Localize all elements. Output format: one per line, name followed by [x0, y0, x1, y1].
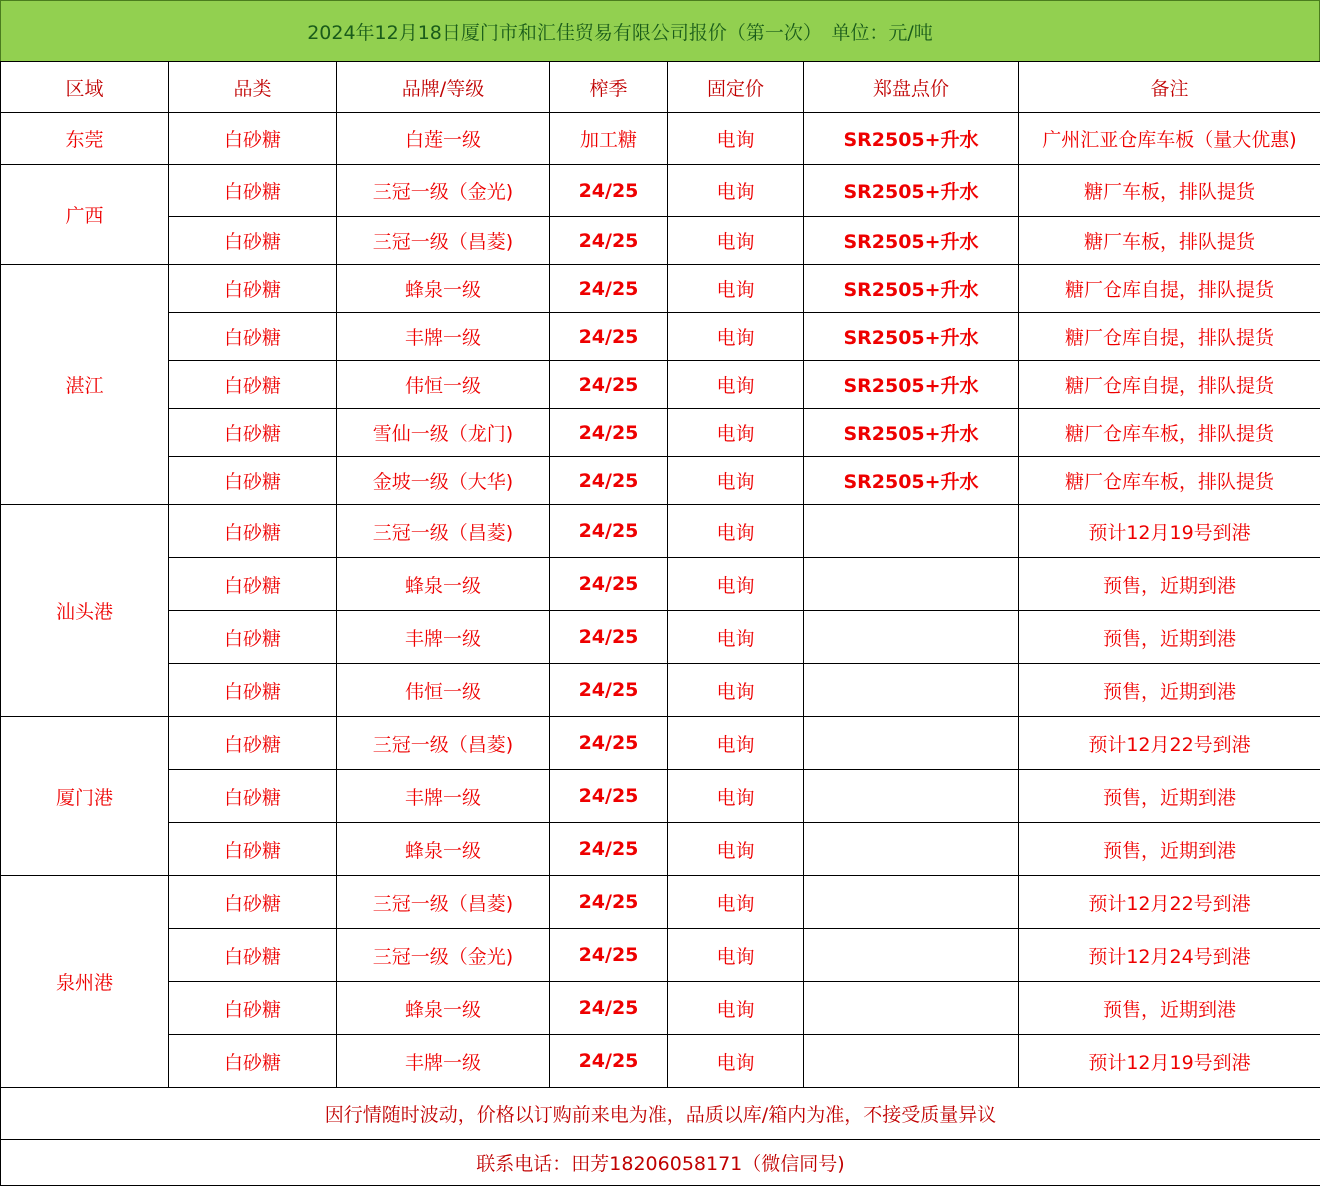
- fixed-price-cell: 电询: [668, 664, 804, 717]
- futures-price-cell: [804, 770, 1019, 823]
- season-cell: 24/25: [550, 770, 668, 823]
- category-cell: 白砂糖: [169, 361, 337, 409]
- futures-price-cell: SR2505+升水: [804, 217, 1019, 265]
- season-cell: 24/25: [550, 823, 668, 876]
- season-cell: 24/25: [550, 505, 668, 558]
- season-cell: 24/25: [550, 361, 668, 409]
- note-cell: 预售，近期到港: [1019, 770, 1320, 823]
- region-cell: 广西: [1, 165, 169, 265]
- category-cell: 白砂糖: [169, 1035, 337, 1088]
- brand-cell: 三冠一级（昌菱): [337, 217, 550, 265]
- table-row: [1, 1035, 1320, 1088]
- table-row: [1, 823, 1320, 876]
- category-cell: 白砂糖: [169, 611, 337, 664]
- season-cell: 24/25: [550, 217, 668, 265]
- note-cell: 糖厂仓库车板，排队提货: [1019, 457, 1320, 505]
- note-cell: 预计12月22号到港: [1019, 876, 1320, 929]
- table-row: [1, 409, 1320, 457]
- brand-cell: 蜂泉一级: [337, 558, 550, 611]
- futures-price-cell: SR2505+升水: [804, 265, 1019, 313]
- brand-cell: 伟恒一级: [337, 361, 550, 409]
- season-cell: 加工糖: [550, 113, 668, 165]
- note-cell: 糖厂仓库自提，排队提货: [1019, 265, 1320, 313]
- season-cell: 24/25: [550, 929, 668, 982]
- category-cell: 白砂糖: [169, 165, 337, 217]
- brand-cell: 丰牌一级: [337, 611, 550, 664]
- futures-price-cell: [804, 876, 1019, 929]
- fixed-price-cell: 电询: [668, 265, 804, 313]
- fixed-price-cell: 电询: [668, 876, 804, 929]
- disclaimer-row: [1, 1088, 1320, 1140]
- category-cell: 白砂糖: [169, 457, 337, 505]
- header-season: 榨季: [550, 62, 668, 113]
- region-cell: 东莞: [1, 113, 169, 165]
- table-row: [1, 265, 1320, 313]
- season-cell: 24/25: [550, 717, 668, 770]
- fixed-price-cell: 电询: [668, 165, 804, 217]
- season-cell: 24/25: [550, 876, 668, 929]
- futures-price-cell: [804, 717, 1019, 770]
- futures-price-cell: [804, 982, 1019, 1035]
- season-cell: 24/25: [550, 1035, 668, 1088]
- category-cell: 白砂糖: [169, 313, 337, 361]
- note-cell: 预售，近期到港: [1019, 823, 1320, 876]
- season-cell: 24/25: [550, 611, 668, 664]
- season-cell: 24/25: [550, 313, 668, 361]
- note-cell: 预售，近期到港: [1019, 558, 1320, 611]
- header-category: 品类: [169, 62, 337, 113]
- fixed-price-cell: 电询: [668, 113, 804, 165]
- brand-cell: 三冠一级（昌菱): [337, 505, 550, 558]
- season-cell: 24/25: [550, 165, 668, 217]
- fixed-price-cell: 电询: [668, 558, 804, 611]
- futures-price-cell: [804, 929, 1019, 982]
- fixed-price-cell: 电询: [668, 217, 804, 265]
- table-row: [1, 982, 1320, 1035]
- table-row: [1, 717, 1320, 770]
- futures-price-cell: [804, 823, 1019, 876]
- brand-cell: 伟恒一级: [337, 664, 550, 717]
- category-cell: 白砂糖: [169, 823, 337, 876]
- brand-cell: 丰牌一级: [337, 770, 550, 823]
- table-row: [1, 457, 1320, 505]
- fixed-price-cell: 电询: [668, 457, 804, 505]
- futures-price-cell: [804, 611, 1019, 664]
- fixed-price-cell: 电询: [668, 313, 804, 361]
- note-cell: 糖厂仓库自提，排队提货: [1019, 361, 1320, 409]
- fixed-price-cell: 电询: [668, 929, 804, 982]
- note-cell: 预售，近期到港: [1019, 611, 1320, 664]
- category-cell: 白砂糖: [169, 558, 337, 611]
- note-cell: 糖厂仓库自提，排队提货: [1019, 313, 1320, 361]
- price-table: [0, 61, 1320, 1186]
- note-cell: 预计12月24号到港: [1019, 929, 1320, 982]
- brand-cell: 蜂泉一级: [337, 265, 550, 313]
- category-cell: 白砂糖: [169, 717, 337, 770]
- header-region: 区域: [1, 62, 169, 113]
- season-cell: 24/25: [550, 982, 668, 1035]
- note-cell: 糖厂车板，排队提货: [1019, 217, 1320, 265]
- category-cell: 白砂糖: [169, 982, 337, 1035]
- table-row: [1, 113, 1320, 165]
- note-cell: 预售，近期到港: [1019, 664, 1320, 717]
- region-cell: 泉州港: [1, 876, 169, 1088]
- region-cell: 湛江: [1, 265, 169, 505]
- category-cell: 白砂糖: [169, 876, 337, 929]
- brand-cell: 三冠一级（金光): [337, 929, 550, 982]
- futures-price-cell: [804, 664, 1019, 717]
- header-note: 备注: [1019, 62, 1320, 113]
- table-row: [1, 505, 1320, 558]
- sheet-title-bar: [0, 0, 1320, 61]
- region-cell: 厦门港: [1, 717, 169, 876]
- category-cell: 白砂糖: [169, 265, 337, 313]
- table-header-row: [1, 62, 1320, 113]
- fixed-price-cell: 电询: [668, 982, 804, 1035]
- category-cell: 白砂糖: [169, 113, 337, 165]
- fixed-price-cell: 电询: [668, 611, 804, 664]
- fixed-price-cell: 电询: [668, 770, 804, 823]
- brand-cell: 蜂泉一级: [337, 823, 550, 876]
- category-cell: 白砂糖: [169, 664, 337, 717]
- brand-cell: 三冠一级（昌菱): [337, 717, 550, 770]
- fixed-price-cell: 电询: [668, 717, 804, 770]
- fixed-price-cell: 电询: [668, 361, 804, 409]
- futures-price-cell: [804, 558, 1019, 611]
- region-cell: 汕头港: [1, 505, 169, 717]
- header-brand: 品牌/等级: [337, 62, 550, 113]
- fixed-price-cell: 电询: [668, 409, 804, 457]
- futures-price-cell: SR2505+升水: [804, 113, 1019, 165]
- note-cell: 预售，近期到港: [1019, 982, 1320, 1035]
- table-row: [1, 558, 1320, 611]
- futures-price-cell: SR2505+升水: [804, 313, 1019, 361]
- note-cell: 糖厂仓库车板，排队提货: [1019, 409, 1320, 457]
- note-cell: 预计12月19号到港: [1019, 505, 1320, 558]
- contact-row: [1, 1140, 1320, 1186]
- contact-text: 联系电话：田芳18206058171（微信同号): [1, 1140, 1320, 1186]
- category-cell: 白砂糖: [169, 217, 337, 265]
- futures-price-cell: [804, 1035, 1019, 1088]
- fixed-price-cell: 电询: [668, 1035, 804, 1088]
- note-cell: 糖厂车板，排队提货: [1019, 165, 1320, 217]
- note-cell: 预计12月22号到港: [1019, 717, 1320, 770]
- season-cell: 24/25: [550, 457, 668, 505]
- brand-cell: 白莲一级: [337, 113, 550, 165]
- fixed-price-cell: 电询: [668, 505, 804, 558]
- brand-cell: 雪仙一级（龙门): [337, 409, 550, 457]
- header-fixed-price: 固定价: [668, 62, 804, 113]
- category-cell: 白砂糖: [169, 409, 337, 457]
- table-row: [1, 165, 1320, 217]
- brand-cell: 丰牌一级: [337, 1035, 550, 1088]
- brand-cell: 三冠一级（金光): [337, 165, 550, 217]
- header-futures-price: 郑盘点价: [804, 62, 1019, 113]
- futures-price-cell: SR2505+升水: [804, 361, 1019, 409]
- sheet-title: 2024年12月18日厦门市和汇佳贸易有限公司报价（第一次） 单位：元/吨: [307, 21, 933, 44]
- table-row: [1, 611, 1320, 664]
- brand-cell: 蜂泉一级: [337, 982, 550, 1035]
- season-cell: 24/25: [550, 558, 668, 611]
- category-cell: 白砂糖: [169, 929, 337, 982]
- table-row: [1, 664, 1320, 717]
- note-cell: 预计12月19号到港: [1019, 1035, 1320, 1088]
- fixed-price-cell: 电询: [668, 823, 804, 876]
- disclaimer-text: 因行情随时波动，价格以订购前来电为准，品质以库/箱内为准，不接受质量异议: [1, 1088, 1320, 1140]
- season-cell: 24/25: [550, 265, 668, 313]
- season-cell: 24/25: [550, 409, 668, 457]
- table-row: [1, 876, 1320, 929]
- category-cell: 白砂糖: [169, 505, 337, 558]
- futures-price-cell: SR2505+升水: [804, 165, 1019, 217]
- futures-price-cell: SR2505+升水: [804, 409, 1019, 457]
- table-row: [1, 361, 1320, 409]
- brand-cell: 三冠一级（昌菱): [337, 876, 550, 929]
- category-cell: 白砂糖: [169, 770, 337, 823]
- brand-cell: 丰牌一级: [337, 313, 550, 361]
- table-row: [1, 217, 1320, 265]
- table-row: [1, 770, 1320, 823]
- table-row: [1, 313, 1320, 361]
- note-cell: 广州汇亚仓库车板（量大优惠): [1019, 113, 1320, 165]
- futures-price-cell: [804, 505, 1019, 558]
- season-cell: 24/25: [550, 664, 668, 717]
- futures-price-cell: SR2505+升水: [804, 457, 1019, 505]
- brand-cell: 金坡一级（大华): [337, 457, 550, 505]
- table-row: [1, 929, 1320, 982]
